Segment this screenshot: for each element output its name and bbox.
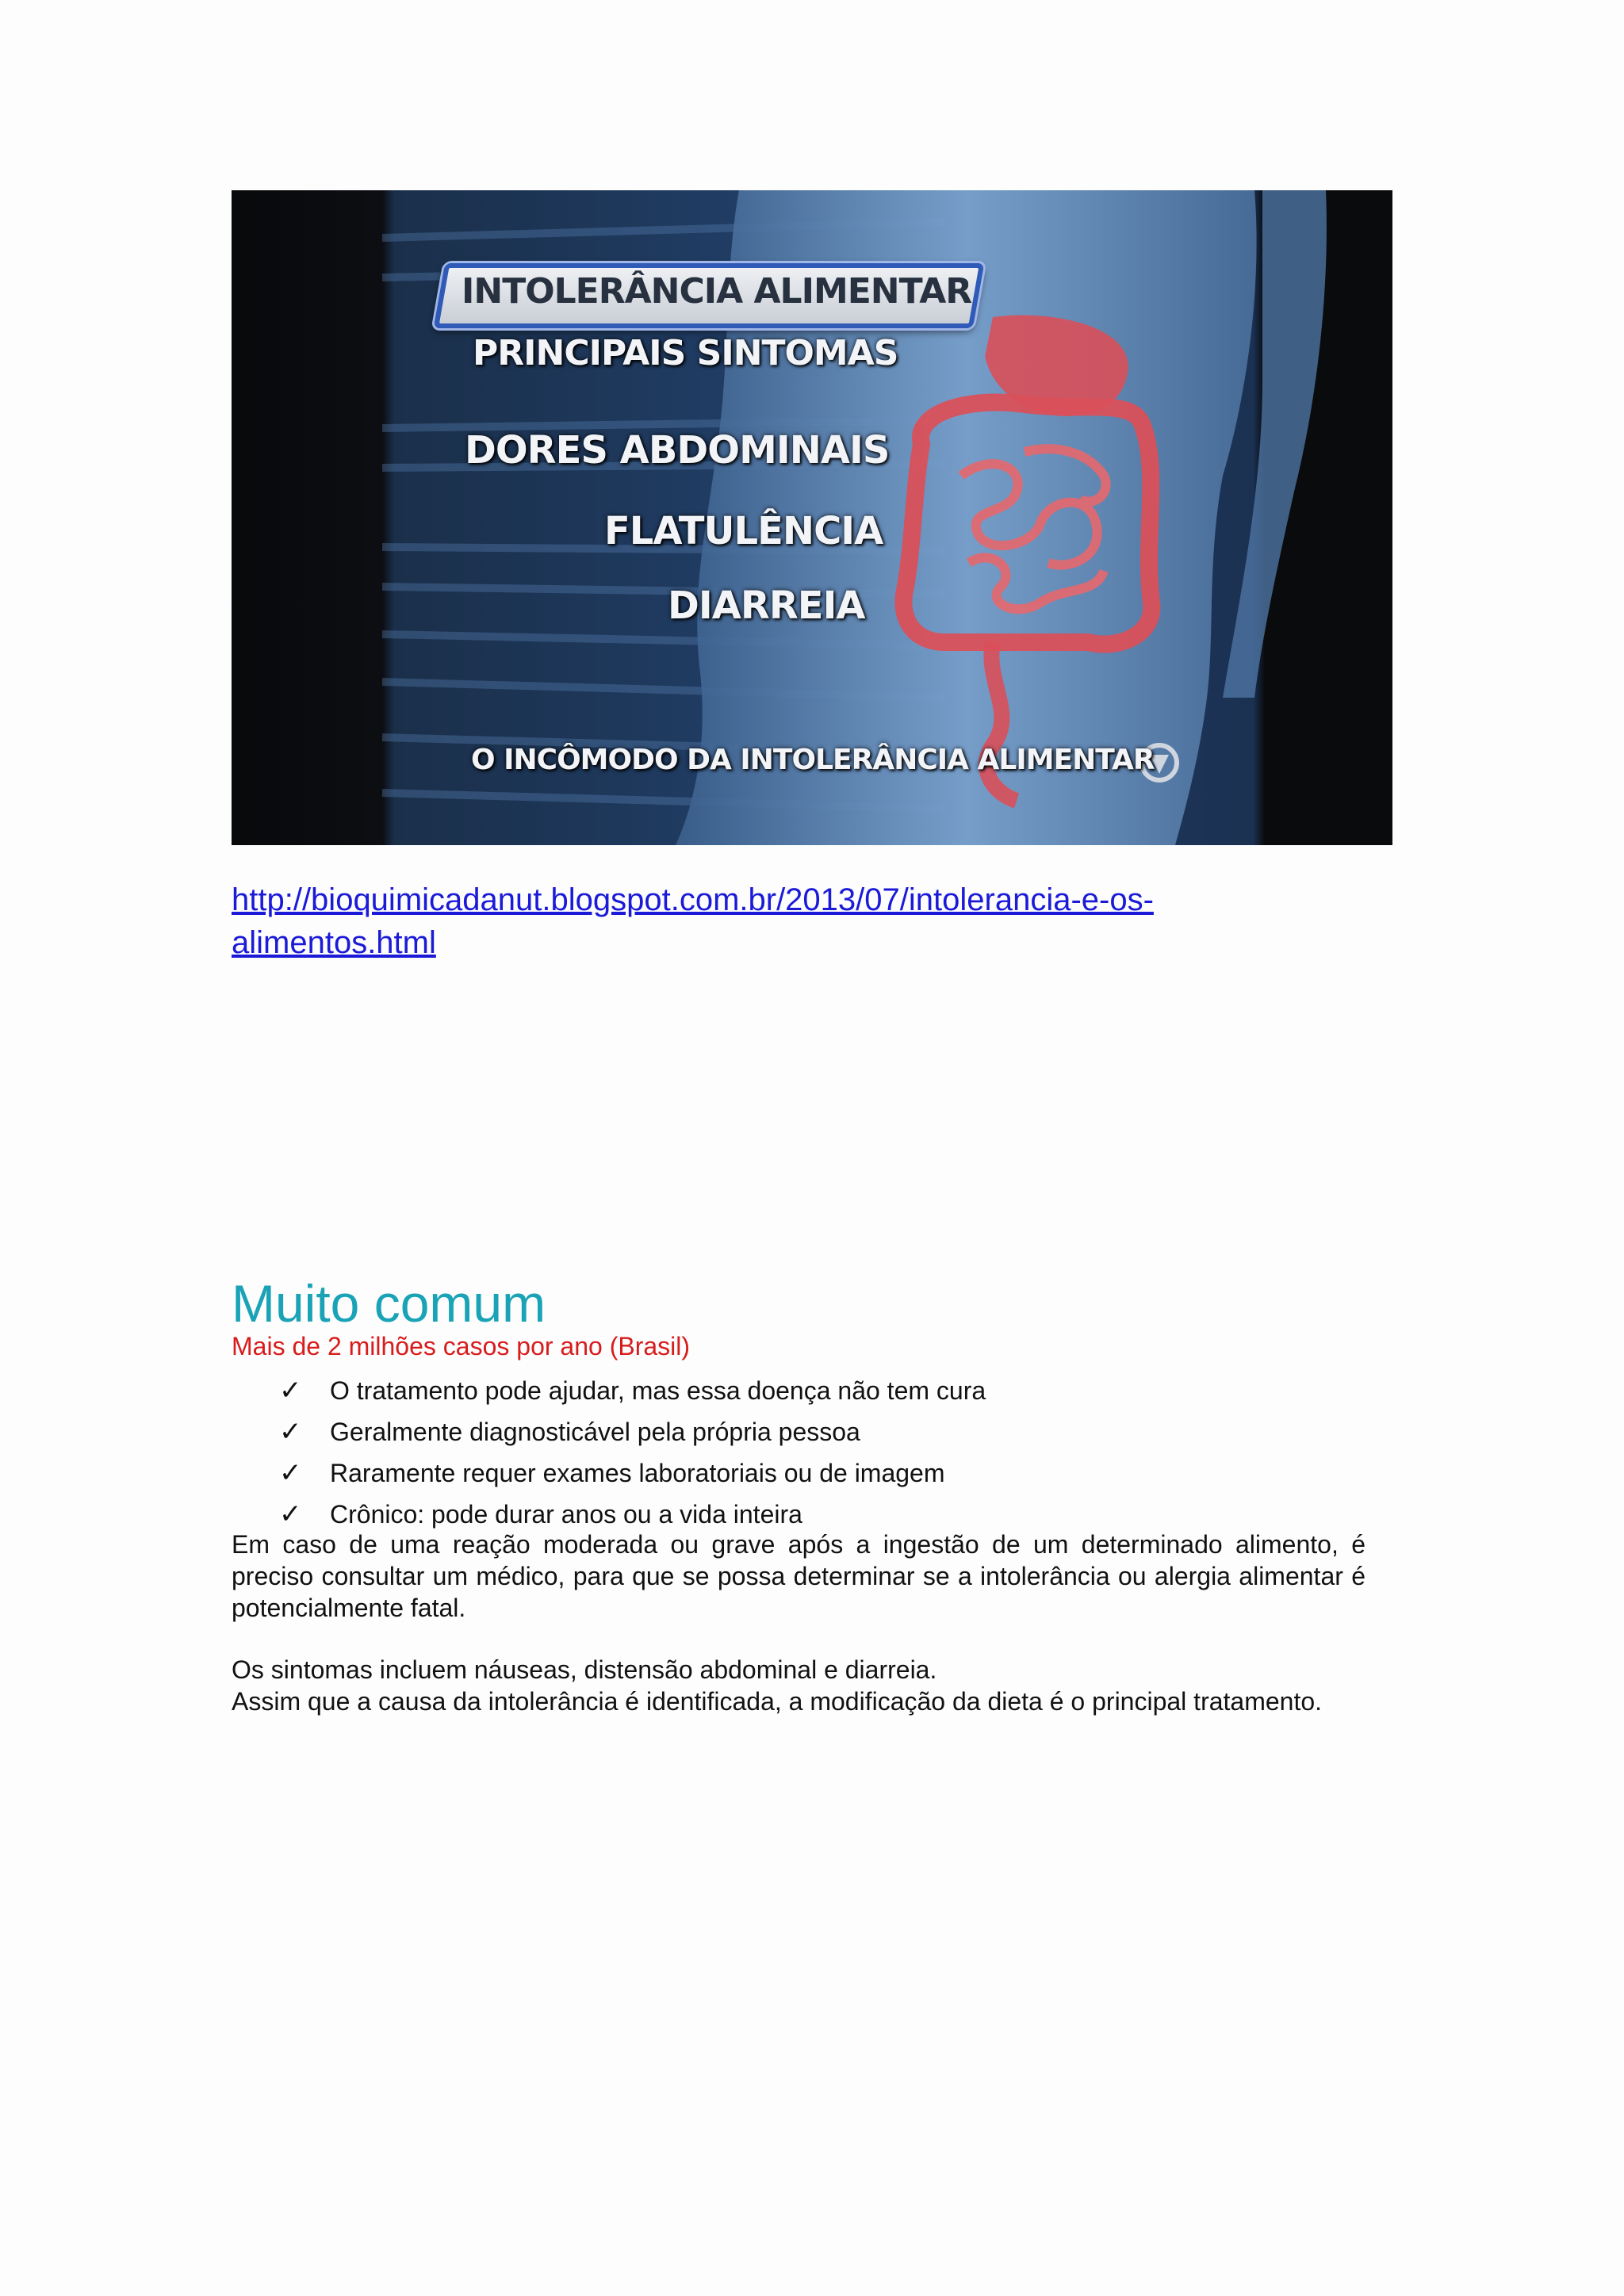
tv-subtitle: PRINCIPAIS SINTOMAS (473, 333, 898, 373)
tv-symptom-1: DORES ABDOMINAIS (465, 428, 890, 473)
source-link-line-2[interactable]: alimentos.html (232, 925, 436, 960)
checkmark-icon: ✓ (279, 1417, 302, 1447)
source-link[interactable] (232, 878, 1262, 964)
tv-symptom-2: FLATULÊNCIA (604, 509, 883, 553)
tv-symptom-3: DIARREIA (668, 584, 865, 628)
paragraph-treatment: Assim que a causa da intolerância é identificada, a modificação da dieta é o principal tratamento. (232, 1687, 1323, 1716)
tv-caption: O INCÔMODO DA INTOLERÂNCIA ALIMENTAR (471, 744, 1155, 776)
list-item-text: Raramente requer exames laboratoriais ou de imagem (330, 1459, 945, 1487)
source-link-line-1[interactable]: http://bioquimicadanut.blogspot.com.br/2013/07/intolerancia-e-os- (232, 882, 1154, 917)
tv-still-image (232, 190, 1392, 845)
section-heading: Muito comum (232, 1274, 546, 1333)
section-subheading: Mais de 2 milhões casos por ano (Brasil) (232, 1332, 691, 1360)
paragraph-symptoms: Os sintomas incluem náuseas, distensão abdominal e diarreia. (232, 1655, 937, 1684)
list-item-text: Crônico: pode durar anos ou a vida inteira (330, 1500, 802, 1529)
list-item-text: Geralmente diagnosticável pela própria pessoa (330, 1418, 860, 1446)
paragraph-consult-doctor: Em caso de uma reação moderada ou grave após a ingestão de um determinado alimento, é preciso consultar um médico, para que se possa determinar se a intolerância ou alergia alimentar é potencialmente fatal. (232, 1530, 1365, 1622)
list-item-text: O tratamento pode ajudar, mas essa doença não tem cura (330, 1376, 986, 1405)
tv-banner-title: INTOLERÂNCIA ALIMENTAR (462, 271, 972, 312)
checkmark-icon: ✓ (279, 1458, 302, 1488)
checkmark-icon: ✓ (279, 1376, 302, 1406)
checkmark-icon: ✓ (279, 1499, 302, 1529)
